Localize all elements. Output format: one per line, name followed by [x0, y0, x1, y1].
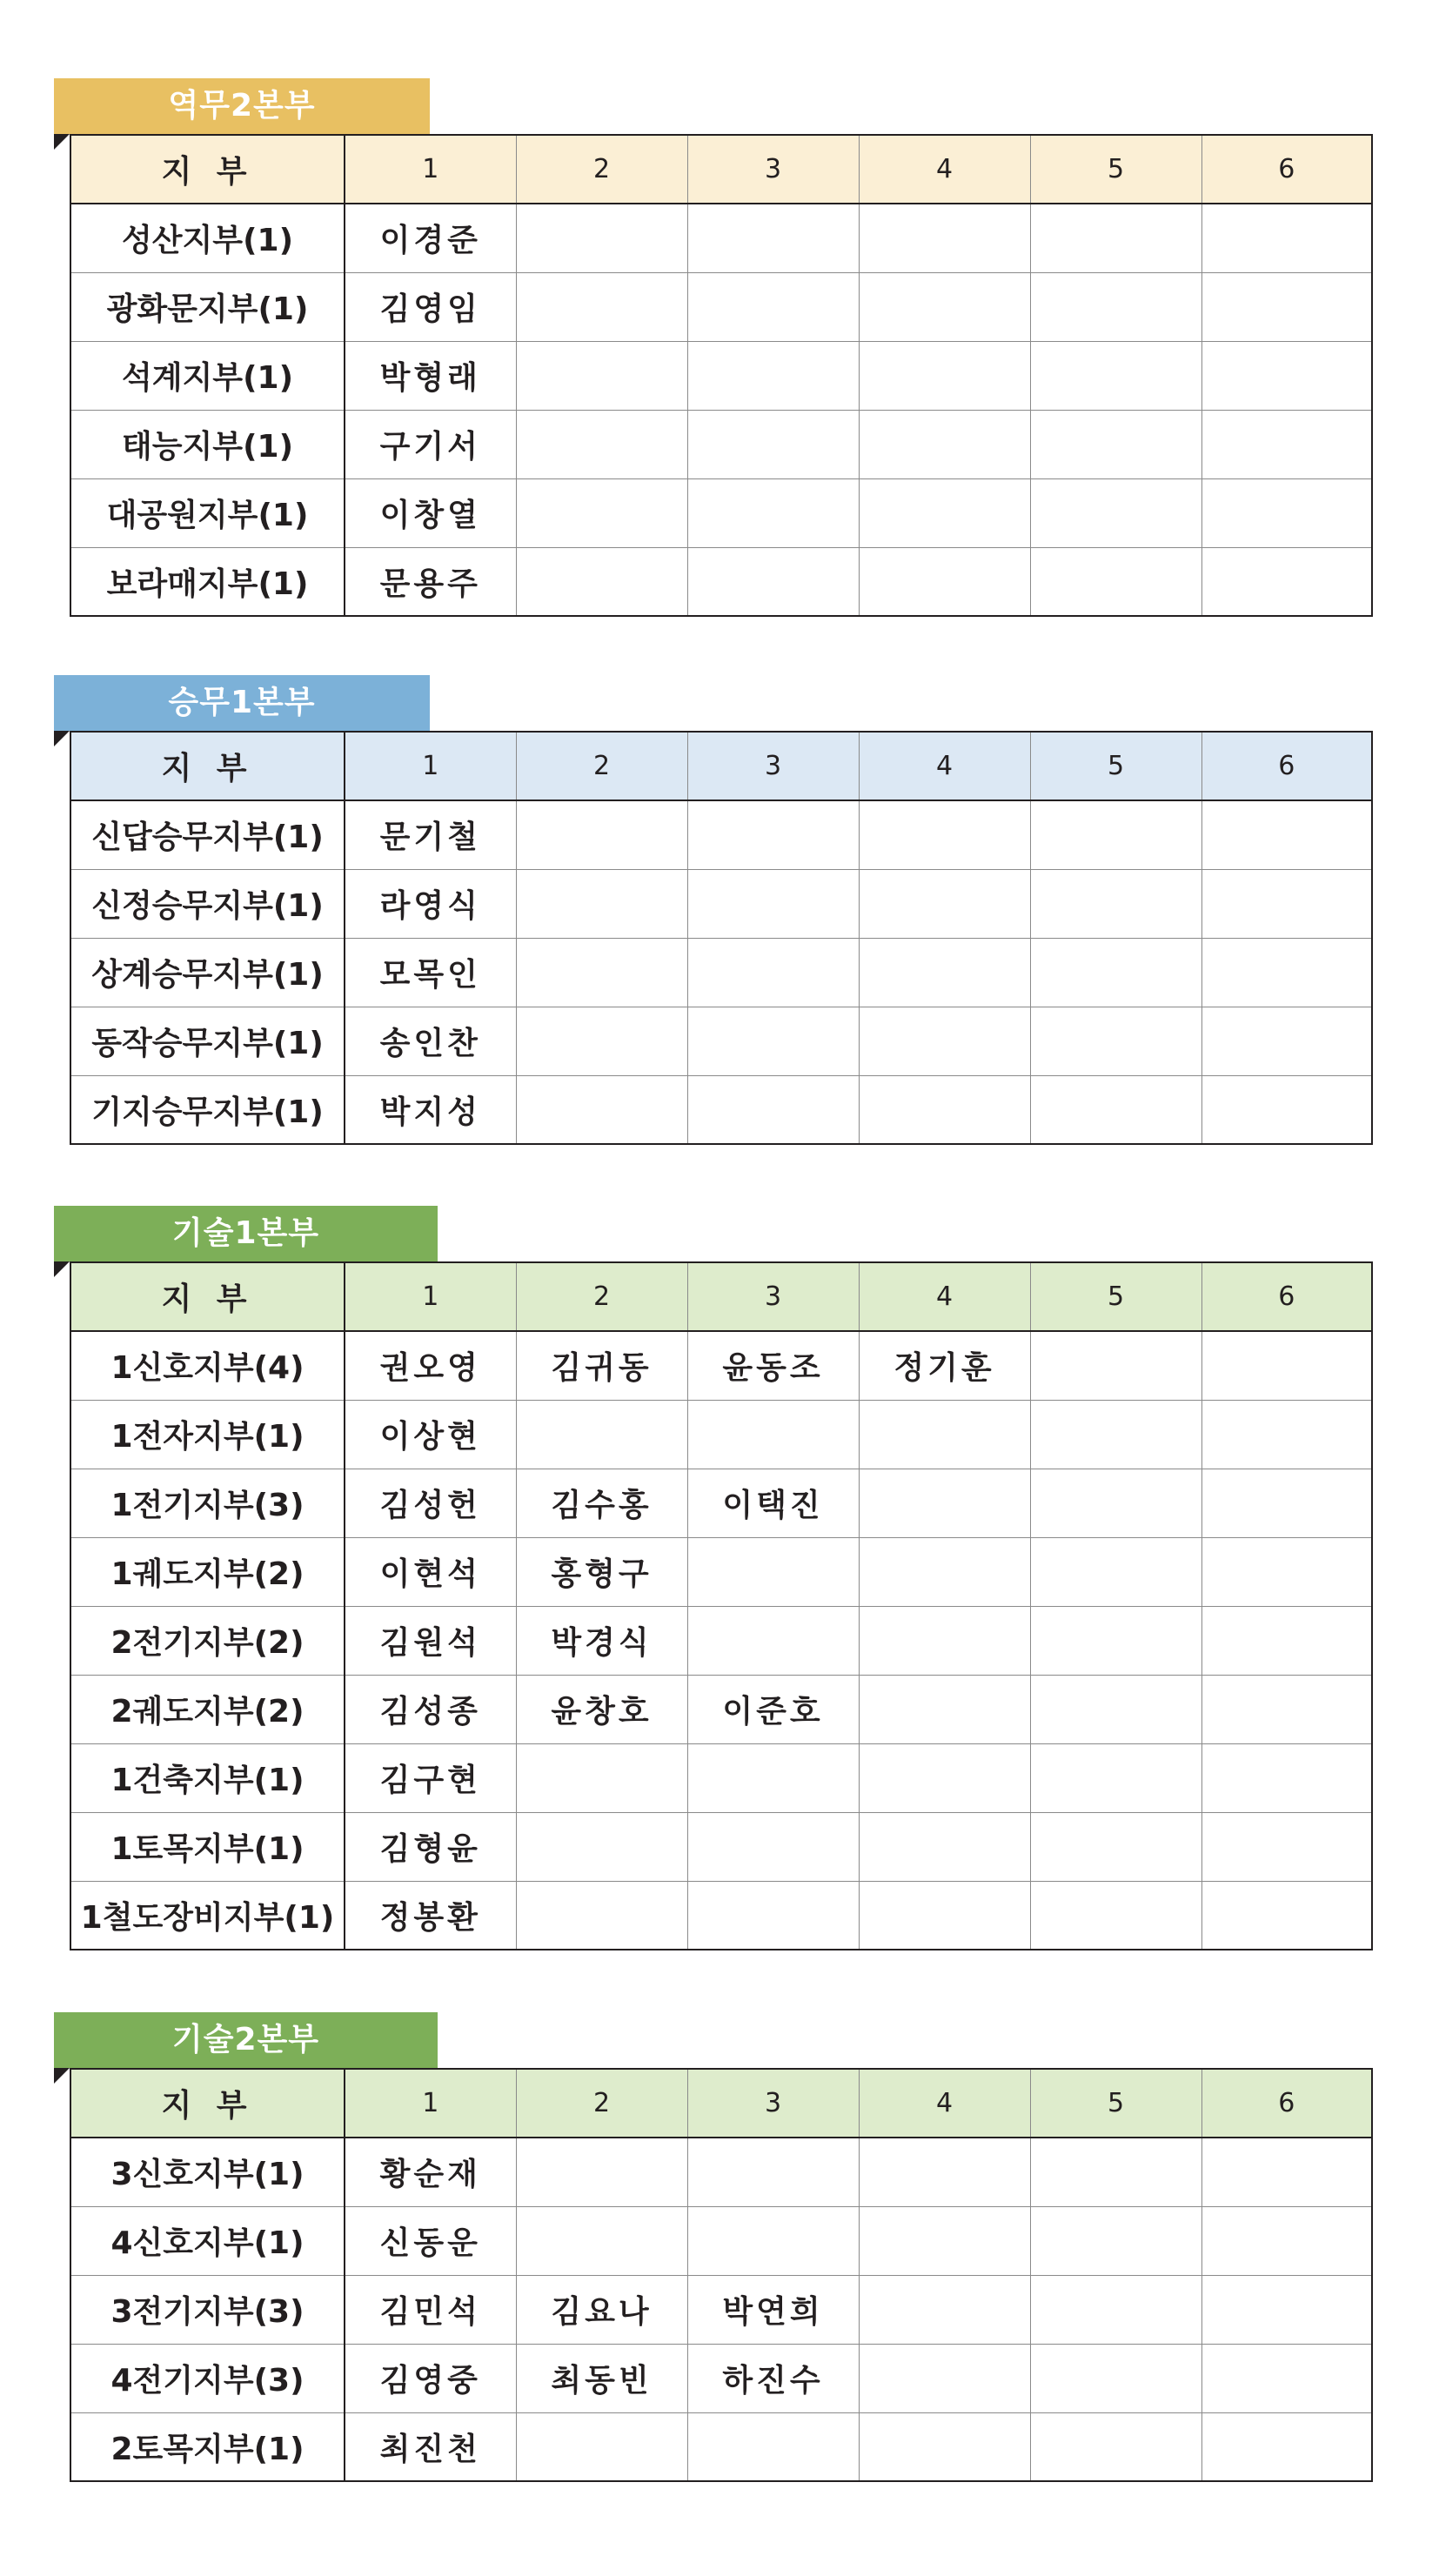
member-name: 김형윤 [345, 1812, 516, 1881]
column-header-branch: 지 부 [70, 1262, 345, 1331]
member-name [516, 204, 687, 272]
member-name [516, 478, 687, 547]
member-name [1030, 1469, 1201, 1537]
branch-name: 석계지부(1) [70, 341, 345, 410]
member-name [1201, 1007, 1372, 1075]
member-name [687, 1537, 859, 1606]
member-name: 권오영 [345, 1331, 516, 1400]
member-name [859, 2412, 1030, 2481]
member-name [687, 1007, 859, 1075]
member-name [1030, 2138, 1201, 2206]
member-name: 김요나 [516, 2275, 687, 2344]
branch-name: 기지승무지부(1) [70, 1075, 345, 1144]
member-name: 문용주 [345, 547, 516, 616]
member-name [859, 1075, 1030, 1144]
branch-name: 신답승무지부(1) [70, 800, 345, 869]
member-name [1030, 341, 1201, 410]
member-name: 라영식 [345, 869, 516, 938]
column-header: 2 [516, 732, 687, 800]
member-name [687, 341, 859, 410]
member-name: 김민석 [345, 2275, 516, 2344]
member-name: 최진천 [345, 2412, 516, 2481]
member-name: 김구현 [345, 1743, 516, 1812]
member-name: 박지성 [345, 1075, 516, 1144]
table-row [70, 1675, 1372, 1743]
branch-name: 1궤도지부(2) [70, 1537, 345, 1606]
branch-name: 태능지부(1) [70, 410, 345, 478]
member-name [687, 478, 859, 547]
member-name [1201, 1400, 1372, 1469]
member-name [859, 341, 1030, 410]
member-name: 박형래 [345, 341, 516, 410]
member-name [1030, 272, 1201, 341]
member-name [516, 2206, 687, 2275]
table-header-row [70, 2069, 1372, 2138]
column-header: 5 [1030, 2069, 1201, 2138]
branch-name: 신정승무지부(1) [70, 869, 345, 938]
member-name [687, 1881, 859, 1950]
member-name [687, 938, 859, 1007]
section-title-tag: 기술1본부 [54, 1206, 438, 1261]
member-name [859, 2206, 1030, 2275]
member-name [1030, 478, 1201, 547]
member-name [1201, 800, 1372, 869]
member-name [1201, 938, 1372, 1007]
member-name: 구기서 [345, 410, 516, 478]
member-name [1030, 2275, 1201, 2344]
column-header-branch: 지 부 [70, 2069, 345, 2138]
section-title-tag: 역무2본부 [54, 78, 430, 134]
member-name [516, 547, 687, 616]
branch-table [70, 1261, 1373, 1950]
column-header-branch: 지 부 [70, 732, 345, 800]
member-name [1201, 478, 1372, 547]
member-name [859, 1007, 1030, 1075]
table-row [70, 800, 1372, 869]
column-header: 1 [345, 1262, 516, 1331]
table-row [70, 2412, 1372, 2481]
member-name [1201, 2344, 1372, 2412]
member-name [859, 547, 1030, 616]
member-name [1030, 1075, 1201, 1144]
member-name [859, 938, 1030, 1007]
branch-name: 4신호지부(1) [70, 2206, 345, 2275]
member-name: 홍형구 [516, 1537, 687, 1606]
branch-name: 1토목지부(1) [70, 1812, 345, 1881]
table-row [70, 1469, 1372, 1537]
branch-name: 상계승무지부(1) [70, 938, 345, 1007]
member-name [516, 1812, 687, 1881]
member-name: 최동빈 [516, 2344, 687, 2412]
member-name: 김원석 [345, 1606, 516, 1675]
member-name [687, 2412, 859, 2481]
member-name: 이택진 [687, 1469, 859, 1537]
member-name [1030, 1675, 1201, 1743]
member-name: 박경식 [516, 1606, 687, 1675]
member-name [516, 869, 687, 938]
table-row [70, 1075, 1372, 1144]
member-name [1030, 1881, 1201, 1950]
member-name [516, 1881, 687, 1950]
column-header-branch: 지 부 [70, 135, 345, 204]
section-title-tag: 기술2본부 [54, 2012, 438, 2068]
member-name [1030, 1007, 1201, 1075]
member-name [859, 410, 1030, 478]
branch-name: 1신호지부(4) [70, 1331, 345, 1400]
member-name: 김영중 [345, 2344, 516, 2412]
member-name [1030, 800, 1201, 869]
member-name [1201, 341, 1372, 410]
member-name [687, 1743, 859, 1812]
table-row [70, 341, 1372, 410]
table-row [70, 1881, 1372, 1950]
table-row [70, 1400, 1372, 1469]
branch-name: 1철도장비지부(1) [70, 1881, 345, 1950]
table-header-row [70, 135, 1372, 204]
member-name [687, 869, 859, 938]
column-header: 3 [687, 1262, 859, 1331]
branch-name: 3신호지부(1) [70, 2138, 345, 2206]
member-name [687, 1606, 859, 1675]
member-name [1201, 1537, 1372, 1606]
table-row [70, 547, 1372, 616]
member-name [1201, 1331, 1372, 1400]
member-name [1201, 1881, 1372, 1950]
table-row [70, 1331, 1372, 1400]
branch-table [70, 731, 1373, 1145]
member-name [1030, 1400, 1201, 1469]
member-name: 하진수 [687, 2344, 859, 2412]
member-name: 김성헌 [345, 1469, 516, 1537]
table-row [70, 478, 1372, 547]
table-row [70, 2275, 1372, 2344]
member-name [1201, 272, 1372, 341]
member-name [687, 204, 859, 272]
member-name [1030, 1812, 1201, 1881]
member-name: 윤창호 [516, 1675, 687, 1743]
member-name [1201, 1675, 1372, 1743]
member-name [1201, 1743, 1372, 1812]
member-name [1201, 1075, 1372, 1144]
member-name: 문기철 [345, 800, 516, 869]
branch-name: 성산지부(1) [70, 204, 345, 272]
member-name [859, 2138, 1030, 2206]
member-name: 박연희 [687, 2275, 859, 2344]
member-name [1030, 1743, 1201, 1812]
branch-name: 광화문지부(1) [70, 272, 345, 341]
table-row [70, 1812, 1372, 1881]
table-row [70, 1007, 1372, 1075]
member-name: 정기훈 [859, 1331, 1030, 1400]
member-name [859, 2344, 1030, 2412]
table-row [70, 204, 1372, 272]
member-name: 모목인 [345, 938, 516, 1007]
column-header: 1 [345, 135, 516, 204]
branch-name: 4전기지부(3) [70, 2344, 345, 2412]
branch-name: 대공원지부(1) [70, 478, 345, 547]
member-name [859, 1812, 1030, 1881]
branch-name: 1건축지부(1) [70, 1743, 345, 1812]
column-header: 6 [1201, 2069, 1372, 2138]
member-name: 이준호 [687, 1675, 859, 1743]
member-name [859, 1675, 1030, 1743]
table-row [70, 272, 1372, 341]
table-row [70, 1537, 1372, 1606]
member-name [516, 2412, 687, 2481]
column-header: 4 [859, 1262, 1030, 1331]
member-name: 이상현 [345, 1400, 516, 1469]
member-name [859, 869, 1030, 938]
member-name [859, 1743, 1030, 1812]
branch-name: 2궤도지부(2) [70, 1675, 345, 1743]
branch-table [70, 2068, 1373, 2482]
table-header-row [70, 732, 1372, 800]
member-name: 김귀동 [516, 1331, 687, 1400]
member-name [1201, 2206, 1372, 2275]
member-name [516, 272, 687, 341]
column-header: 6 [1201, 732, 1372, 800]
corner-notch [54, 134, 70, 150]
member-name: 이창열 [345, 478, 516, 547]
section-title-tag: 승무1본부 [54, 675, 430, 731]
member-name: 김영임 [345, 272, 516, 341]
member-name [516, 938, 687, 1007]
member-name [687, 410, 859, 478]
table-header-row [70, 1262, 1372, 1331]
table-row [70, 1606, 1372, 1675]
member-name: 황순재 [345, 2138, 516, 2206]
member-name [516, 1743, 687, 1812]
member-name: 윤동조 [687, 1331, 859, 1400]
column-header: 1 [345, 2069, 516, 2138]
branch-name: 1전자지부(1) [70, 1400, 345, 1469]
member-name: 이현석 [345, 1537, 516, 1606]
corner-notch [54, 2068, 70, 2084]
member-name [516, 1007, 687, 1075]
column-header: 5 [1030, 1262, 1201, 1331]
column-header: 5 [1030, 732, 1201, 800]
branch-name: 1전기지부(3) [70, 1469, 345, 1537]
column-header: 3 [687, 2069, 859, 2138]
column-header: 3 [687, 135, 859, 204]
member-name [859, 800, 1030, 869]
member-name [859, 1537, 1030, 1606]
member-name [1030, 869, 1201, 938]
member-name [516, 1400, 687, 1469]
column-header: 4 [859, 135, 1030, 204]
member-name [516, 800, 687, 869]
member-name [687, 547, 859, 616]
member-name [687, 1075, 859, 1144]
branch-name: 동작승무지부(1) [70, 1007, 345, 1075]
member-name [1201, 869, 1372, 938]
member-name: 송인찬 [345, 1007, 516, 1075]
member-name: 김수홍 [516, 1469, 687, 1537]
corner-notch [54, 731, 70, 746]
branch-table [70, 134, 1373, 617]
member-name [1030, 2412, 1201, 2481]
member-name [859, 1400, 1030, 1469]
member-name [687, 800, 859, 869]
column-header: 2 [516, 1262, 687, 1331]
member-name [1201, 410, 1372, 478]
member-name [859, 478, 1030, 547]
member-name [859, 1881, 1030, 1950]
member-name [1201, 1812, 1372, 1881]
member-name [1030, 1537, 1201, 1606]
column-header: 5 [1030, 135, 1201, 204]
branch-name: 2토목지부(1) [70, 2412, 345, 2481]
member-name [687, 1400, 859, 1469]
member-name [1201, 2138, 1372, 2206]
column-header: 1 [345, 732, 516, 800]
member-name [687, 272, 859, 341]
member-name [1030, 2344, 1201, 2412]
table-row [70, 2206, 1372, 2275]
column-header: 4 [859, 2069, 1030, 2138]
branch-name: 3전기지부(3) [70, 2275, 345, 2344]
member-name [516, 410, 687, 478]
member-name: 신동운 [345, 2206, 516, 2275]
member-name: 이경준 [345, 204, 516, 272]
table-row [70, 2138, 1372, 2206]
corner-notch [54, 1261, 70, 1277]
member-name [1030, 547, 1201, 616]
member-name [1030, 938, 1201, 1007]
table-row [70, 1743, 1372, 1812]
column-header: 2 [516, 2069, 687, 2138]
table-row [70, 938, 1372, 1007]
member-name [516, 1075, 687, 1144]
member-name: 김성종 [345, 1675, 516, 1743]
member-name [687, 2138, 859, 2206]
table-row [70, 410, 1372, 478]
member-name [1030, 410, 1201, 478]
table-row [70, 2344, 1372, 2412]
member-name [1201, 547, 1372, 616]
member-name [1030, 1331, 1201, 1400]
member-name [859, 1469, 1030, 1537]
member-name [859, 204, 1030, 272]
member-name [516, 2138, 687, 2206]
member-name [859, 1606, 1030, 1675]
column-header: 2 [516, 135, 687, 204]
column-header: 4 [859, 732, 1030, 800]
member-name [1030, 2206, 1201, 2275]
member-name [516, 341, 687, 410]
member-name [1201, 1469, 1372, 1537]
member-name [1030, 204, 1201, 272]
member-name [687, 2206, 859, 2275]
member-name [1030, 1606, 1201, 1675]
table-row [70, 869, 1372, 938]
column-header: 3 [687, 732, 859, 800]
member-name [859, 272, 1030, 341]
column-header: 6 [1201, 135, 1372, 204]
branch-name: 2전기지부(2) [70, 1606, 345, 1675]
member-name [1201, 1606, 1372, 1675]
member-name [1201, 2412, 1372, 2481]
branch-name: 보라매지부(1) [70, 547, 345, 616]
column-header: 6 [1201, 1262, 1372, 1331]
member-name [859, 2275, 1030, 2344]
member-name [687, 1812, 859, 1881]
member-name: 정봉환 [345, 1881, 516, 1950]
member-name [1201, 2275, 1372, 2344]
member-name [1201, 204, 1372, 272]
